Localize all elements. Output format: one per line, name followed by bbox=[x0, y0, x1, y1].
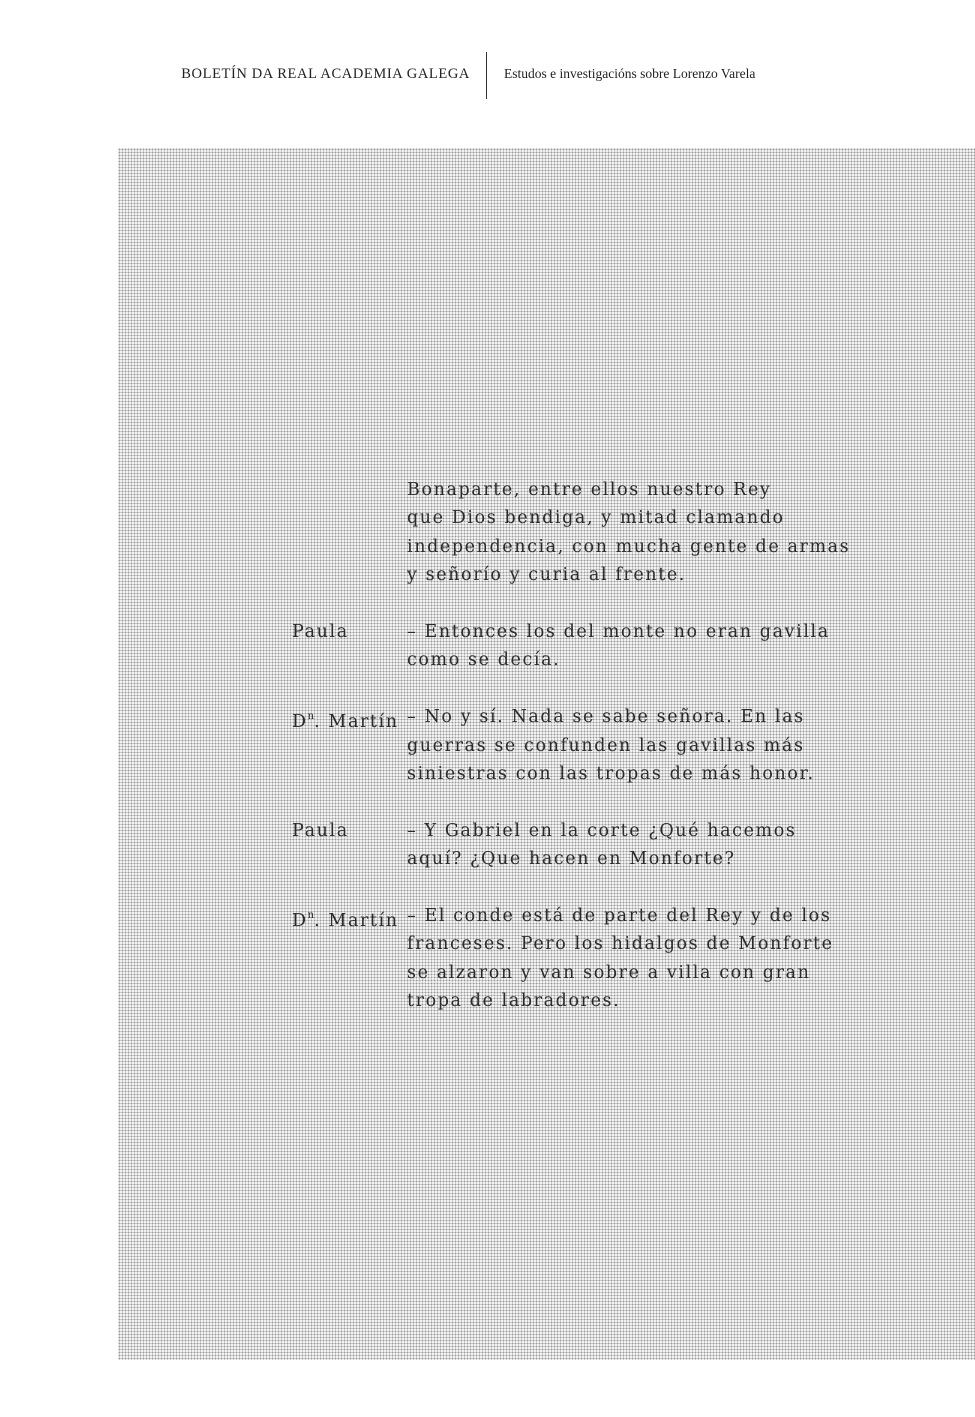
speech-line: que Dios bendiga, y mitad clamando bbox=[407, 508, 785, 529]
speaker-name bbox=[292, 703, 399, 731]
speech-line: se alzaron y van sobre a villa con gran bbox=[407, 962, 811, 983]
speech-line: aquí? ¿Que hacen en Monforte? bbox=[407, 849, 736, 870]
speech-line: franceses. Pero los hidalgos de Monforte bbox=[407, 934, 834, 955]
header-divider bbox=[486, 52, 487, 99]
page-header bbox=[0, 52, 975, 100]
dialogue-exchange bbox=[292, 817, 852, 874]
speech-line: independencia, con mucha gente de armas bbox=[407, 536, 851, 557]
speaker-superscript: n bbox=[307, 711, 315, 723]
speaker-superscript: n bbox=[307, 909, 315, 921]
speech-text bbox=[407, 902, 852, 1016]
play-script-text bbox=[292, 476, 852, 1044]
speech-line: guerras se confunden las gavillas más bbox=[407, 735, 805, 756]
speech-text bbox=[407, 618, 852, 675]
speech-line: y señorío y curia al frente. bbox=[407, 565, 686, 586]
dialogue-exchange bbox=[292, 618, 852, 675]
speaker-surname: . Martín bbox=[314, 712, 399, 733]
continuation-speech bbox=[292, 476, 852, 590]
speaker-surname: . Martín bbox=[314, 910, 399, 931]
speaker-name: Paula bbox=[292, 820, 349, 841]
speech-line: siniestras con las tropas de más honor. bbox=[407, 763, 815, 784]
dialogue-exchange bbox=[292, 703, 852, 788]
speech-line: como se decía. bbox=[407, 650, 561, 671]
journal-title: BOLETÍN DA REAL ACADEMIA GALEGA bbox=[181, 66, 470, 82]
speech-text bbox=[407, 817, 852, 874]
speech-line: – El conde está de parte del Rey y de los bbox=[407, 905, 832, 926]
speaker-abbreviation: D bbox=[292, 910, 308, 931]
dialogue-exchange bbox=[292, 902, 852, 1016]
speaker-abbreviation: D bbox=[292, 712, 308, 733]
speech-text bbox=[407, 476, 852, 590]
speech-line: Bonaparte, entre ellos nuestro Rey bbox=[407, 480, 772, 500]
speech-line: – No y sí. Nada se sabe señora. En las bbox=[407, 707, 805, 728]
speaker-name: Paula bbox=[292, 621, 349, 642]
speaker-name bbox=[292, 902, 399, 930]
speech-line: – Y Gabriel en la corte ¿Qué hacemos bbox=[407, 820, 797, 841]
section-title: Estudos e investigacións sobre Lorenzo Varela bbox=[504, 66, 756, 81]
speech-text bbox=[407, 703, 852, 788]
speech-line: tropa de labradores. bbox=[407, 991, 621, 1012]
speech-line: – Entonces los del monte no eran gavilla bbox=[407, 621, 830, 642]
